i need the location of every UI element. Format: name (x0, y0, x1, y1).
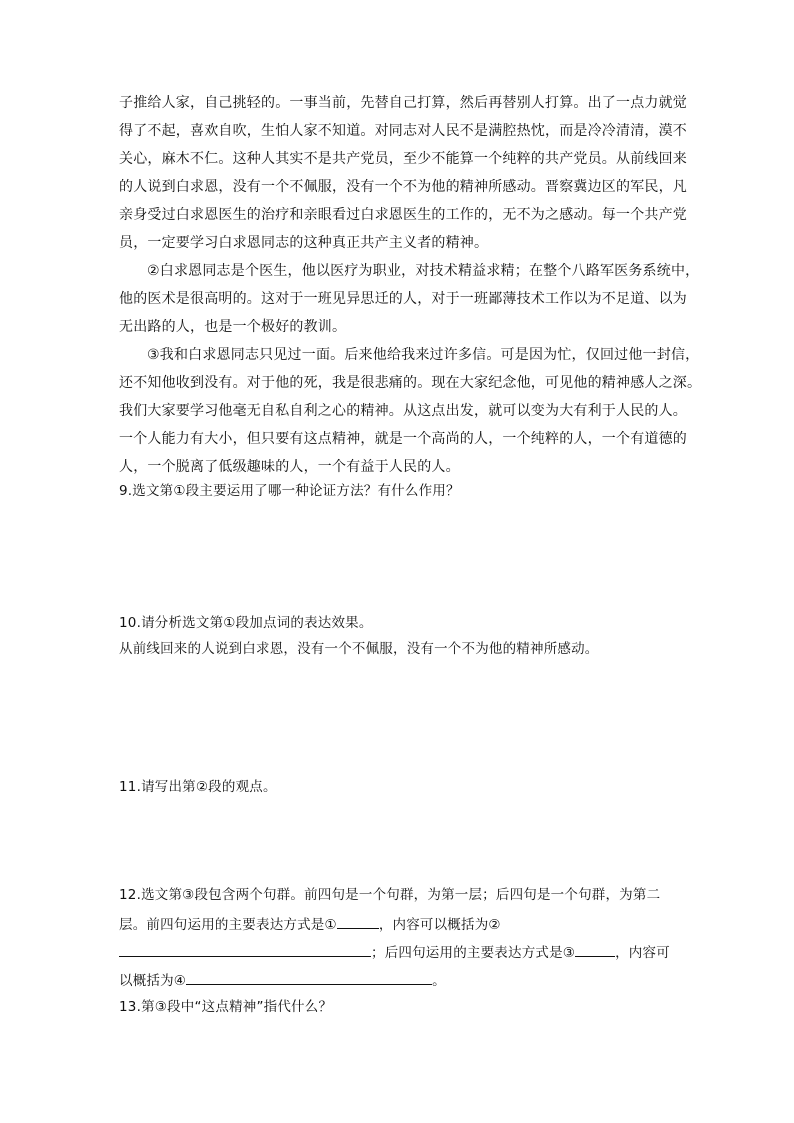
paragraph1-line-4: 的人说到白求恩，没有一个不佩服，没有一个不为他的精神所感动。晋察冀边区的军民，凡 (119, 179, 687, 195)
question-11: 11.请写出第②段的观点。 (119, 779, 277, 795)
question-12-line-1: 12.选文第③段包含两个句群。前四句是一个句群，为第一层；后四句是一个句群，为第二 (119, 887, 661, 903)
paragraph2-line-2: 他的医术是很高明的。这对于一班见异思迁的人，对于一班鄙薄技术工作以为不足道、以为 (119, 291, 687, 307)
question-12-line-4 (119, 970, 446, 990)
paragraph1-line-1: 子推给人家，自己挑轻的。一事当前，先替自己打算，然后再替别人打算。出了一点力就觉 (119, 95, 687, 111)
q12-text-f: 。 (432, 973, 446, 989)
q12-text-e: 以概括为④ (119, 973, 187, 989)
paragraph1-line-5: 亲身受过白求恩医生的治疗和亲眼看过白求恩医生的工作的，无不为之感动。每一个共产党 (119, 207, 687, 223)
paragraph3-line-5: 人，一个脱离了低级趣味的人，一个有益于人民的人。 (119, 459, 460, 475)
question-10: 10.请分析选文第①段加点词的表达效果。 (119, 615, 373, 631)
q12-text-c: ；后四句运用的主要表达方式是③ (371, 945, 576, 961)
q12-text-d: ，内容可 (615, 945, 670, 961)
q12-text-a: 层。前四句运用的主要表达方式是① (119, 917, 337, 933)
q12-text-b: ，内容可以概括为② (378, 917, 501, 933)
paragraph3-line-1: ③我和白求恩同志只见过一面。后来他给我来过许多信。可是因为忙，仅回过他一封信， (147, 347, 700, 363)
paragraph2-line-3: 无出路的人，也是一个极好的教训。 (119, 319, 347, 335)
paragraph1-line-3: 关心，麻木不仁。这种人其实不是共产党员，至少不能算一个纯粹的共产党员。从前线回来 (119, 151, 687, 167)
paragraph1-line-6: 员，一定要学习白求恩同志的这种真正共产主义者的精神。 (119, 235, 489, 251)
question-13: 13.第③段中“这点精神”指代什么？ (119, 999, 333, 1015)
question-12-line-2 (119, 914, 501, 934)
answer-blank-2[interactable] (119, 942, 371, 957)
paragraph3-line-4: 一个人能力有大小，但只要有这点精神，就是一个高尚的人，一个纯粹的人，一个有道德的 (119, 431, 687, 447)
question-12-line-3 (119, 942, 670, 962)
paragraph3-line-2: 还不知他收到没有。对于他的死，我是很悲痛的。现在大家纪念他，可见他的精神感人之深。 (119, 375, 702, 391)
answer-blank-4[interactable] (186, 970, 432, 985)
answer-blank-3[interactable] (575, 942, 615, 957)
question-10-quote: 从前线回来的人说到白求恩，没有一个不佩服，没有一个不为他的精神所感动。 (119, 641, 599, 657)
paragraph2-line-1: ②白求恩同志是个医生，他以医疗为职业，对技术精益求精；在整个八路军医务系统中， (147, 263, 700, 279)
paragraph3-line-3: 我们大家要学习他毫无自私自利之心的精神。从这点出发，就可以变为大有利于人民的人。 (119, 403, 687, 419)
paragraph1-line-2: 得了不起，喜欢自吹，生怕人家不知道。对同志对人民不是满腔热忱，而是冷冷清清，漠不 (119, 123, 687, 139)
question-9: 9.选文第①段主要运用了哪一种论证方法？有什么作用？ (119, 483, 460, 499)
answer-blank-1[interactable] (337, 914, 379, 929)
